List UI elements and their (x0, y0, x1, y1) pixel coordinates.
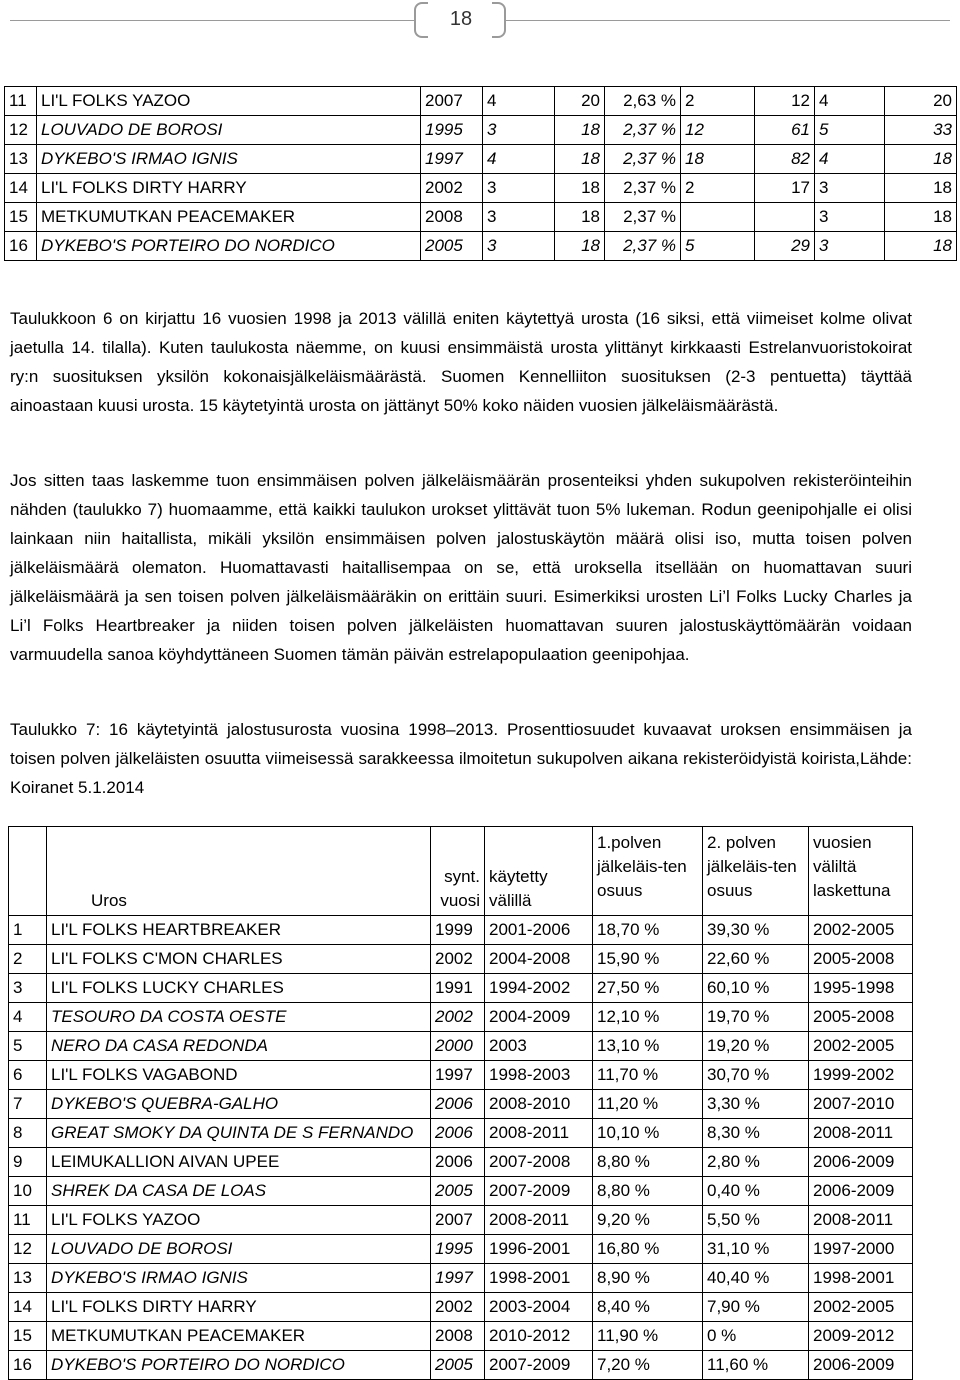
used-years-cell: 1996-2001 (485, 1235, 593, 1264)
first-gen-share-cell: 7,20 % (593, 1351, 703, 1380)
value-cell: 18 (555, 232, 605, 261)
table-row (5, 203, 957, 232)
stud-name-cell: LEIMUKALLION AIVAN UPEE (47, 1148, 431, 1177)
page-header (0, 0, 960, 44)
header-kaytetty: käytetty välillä (485, 827, 593, 916)
calc-range-cell: 2006-2009 (809, 1177, 913, 1206)
percentage-cell: 2,37 % (605, 116, 681, 145)
row-number-cell: 11 (5, 87, 37, 116)
stud-name-cell: LI'L FOLKS HEARTBREAKER (47, 916, 431, 945)
value-cell: 4 (815, 145, 885, 174)
birth-year-cell: 2005 (431, 1351, 485, 1380)
birth-year-cell: 1997 (431, 1264, 485, 1293)
value-cell: 18 (885, 145, 957, 174)
value-cell: 3 (483, 232, 555, 261)
first-gen-share-cell: 8,40 % (593, 1293, 703, 1322)
value-cell: 18 (885, 232, 957, 261)
value-cell (681, 203, 755, 232)
table-row (5, 145, 957, 174)
second-gen-share-cell: 31,10 % (703, 1235, 809, 1264)
second-gen-share-cell: 40,40 % (703, 1264, 809, 1293)
value-cell: 82 (755, 145, 815, 174)
first-gen-share-cell: 11,20 % (593, 1090, 703, 1119)
row-number-cell: 10 (9, 1177, 47, 1206)
value-cell: 18 (555, 116, 605, 145)
second-gen-share-cell: 60,10 % (703, 974, 809, 1003)
value-cell: 29 (755, 232, 815, 261)
first-gen-share-cell: 10,10 % (593, 1119, 703, 1148)
birth-year-cell: 2005 (421, 232, 483, 261)
table7-header-row (9, 827, 913, 916)
second-gen-share-cell: 19,20 % (703, 1032, 809, 1061)
birth-year-cell: 1991 (431, 974, 485, 1003)
calc-range-cell: 2002-2005 (809, 1032, 913, 1061)
table-row (9, 1206, 913, 1235)
table-row (9, 1003, 913, 1032)
stud-name-cell: NERO DA CASA REDONDA (47, 1032, 431, 1061)
second-gen-share-cell: 0,40 % (703, 1177, 809, 1206)
table-row (9, 945, 913, 974)
first-gen-share-cell: 12,10 % (593, 1003, 703, 1032)
first-gen-share-cell: 27,50 % (593, 974, 703, 1003)
header-polven2: 2. polven jälkeläis-ten osuus (703, 827, 809, 916)
row-number-cell: 1 (9, 916, 47, 945)
value-cell: 3 (815, 174, 885, 203)
value-cell: 4 (483, 145, 555, 174)
stud-name-cell: DYKEBO'S PORTEIRO DO NORDICO (47, 1351, 431, 1380)
value-cell: 3 (815, 203, 885, 232)
calc-range-cell: 1995-1998 (809, 974, 913, 1003)
table-row (5, 116, 957, 145)
table-row (9, 1119, 913, 1148)
birth-year-cell: 1997 (431, 1061, 485, 1090)
first-gen-share-cell: 18,70 % (593, 916, 703, 945)
calc-range-cell: 2002-2005 (809, 1293, 913, 1322)
birth-year-cell: 2008 (421, 203, 483, 232)
stud-name-cell: LI'L FOLKS VAGABOND (47, 1061, 431, 1090)
first-gen-share-cell: 16,80 % (593, 1235, 703, 1264)
right-brace-icon (492, 2, 506, 38)
table-row (9, 916, 913, 945)
used-years-cell: 2008-2011 (485, 1119, 593, 1148)
header-rule-right (506, 20, 950, 21)
stud-name-cell: METKUMUTKAN PEACEMAKER (37, 203, 421, 232)
left-brace-icon (414, 2, 428, 38)
used-years-cell: 2004-2008 (485, 945, 593, 974)
value-cell: 3 (815, 232, 885, 261)
value-cell: 4 (483, 87, 555, 116)
first-gen-share-cell: 9,20 % (593, 1206, 703, 1235)
value-cell: 18 (681, 145, 755, 174)
calc-range-cell: 1998-2001 (809, 1264, 913, 1293)
calc-range-cell: 2005-2008 (809, 945, 913, 974)
second-gen-share-cell: 11,60 % (703, 1351, 809, 1380)
value-cell: 5 (681, 232, 755, 261)
row-number-cell: 4 (9, 1003, 47, 1032)
second-gen-share-cell: 0 % (703, 1322, 809, 1351)
header-polven1: 1.polven jälkeläis-ten osuus (593, 827, 703, 916)
calc-range-cell: 1997-2000 (809, 1235, 913, 1264)
stud-name-cell: LI'L FOLKS YAZOO (47, 1206, 431, 1235)
birth-year-cell: 2000 (431, 1032, 485, 1061)
birth-year-cell: 1995 (431, 1235, 485, 1264)
stud-usage-table-continued (4, 86, 957, 261)
second-gen-share-cell: 22,60 % (703, 945, 809, 974)
value-cell: 3 (483, 174, 555, 203)
used-years-cell: 2001-2006 (485, 916, 593, 945)
paragraph-table6-summary: Taulukkoon 6 on kirjattu 16 vuosien 1998 ja 2013 välillä eniten käytettyä urosta (16 siksi, että viimeiset kolme olivat jaetulla 14. tilalla). Kuten taulukosta näemme, on kuusi ensimmäistä urosta ylittänyt kirkkaasti Estrelanvuoristokoirat ry:n suosituksen yksilön kokonaisjälkeläismäärästä. Suomen Kennelliiton suosituksen (2-3 pentuetta) täyttää ainoastaan kuusi urosta. 15 käytetyintä urosta on jättänyt 50% koko näiden vuosien jälkeläismäärästä. (10, 309, 912, 415)
calc-range-cell: 2007-2010 (809, 1090, 913, 1119)
stud-name-cell: SHREK DA CASA DE LOAS (47, 1177, 431, 1206)
value-cell: 18 (555, 145, 605, 174)
row-number-cell: 16 (5, 232, 37, 261)
birth-year-cell: 2002 (431, 1293, 485, 1322)
percentage-cell: 2,37 % (605, 203, 681, 232)
percentage-cell: 2,37 % (605, 232, 681, 261)
header-uros: Uros (47, 827, 431, 916)
stud-name-cell: GREAT SMOKY DA QUINTA DE S FERNANDO (47, 1119, 431, 1148)
used-years-cell: 2007-2009 (485, 1351, 593, 1380)
value-cell (755, 203, 815, 232)
stud-name-cell: LI'L FOLKS DIRTY HARRY (37, 174, 421, 203)
value-cell: 2 (681, 174, 755, 203)
stud-name-cell: DYKEBO'S IRMAO IGNIS (47, 1264, 431, 1293)
birth-year-cell: 2006 (431, 1148, 485, 1177)
stud-name-cell: LOUVADO DE BOROSI (37, 116, 421, 145)
row-number-cell: 15 (9, 1322, 47, 1351)
row-number-cell: 11 (9, 1206, 47, 1235)
birth-year-cell: 2007 (431, 1206, 485, 1235)
table-row (9, 1032, 913, 1061)
second-gen-share-cell: 8,30 % (703, 1119, 809, 1148)
first-gen-share-cell: 13,10 % (593, 1032, 703, 1061)
used-years-cell: 2010-2012 (485, 1322, 593, 1351)
stud-name-cell: DYKEBO'S QUEBRA-GALHO (47, 1090, 431, 1119)
row-number-cell: 7 (9, 1090, 47, 1119)
value-cell: 3 (483, 203, 555, 232)
calc-range-cell: 2006-2009 (809, 1351, 913, 1380)
row-number-cell: 9 (9, 1148, 47, 1177)
calc-range-cell: 2005-2008 (809, 1003, 913, 1032)
table1-body (5, 87, 957, 261)
first-gen-share-cell: 11,70 % (593, 1061, 703, 1090)
second-gen-share-cell: 3,30 % (703, 1090, 809, 1119)
row-number-cell: 16 (9, 1351, 47, 1380)
value-cell: 20 (885, 87, 957, 116)
row-number-cell: 8 (9, 1119, 47, 1148)
value-cell: 61 (755, 116, 815, 145)
table2-body (9, 827, 913, 1380)
header-rule-left (10, 20, 416, 21)
percentage-cell: 2,63 % (605, 87, 681, 116)
second-gen-share-cell: 7,90 % (703, 1293, 809, 1322)
first-gen-share-cell: 8,90 % (593, 1264, 703, 1293)
first-gen-share-cell: 8,80 % (593, 1148, 703, 1177)
header-no-cell (9, 827, 47, 916)
used-years-cell: 2008-2010 (485, 1090, 593, 1119)
percentage-cell: 2,37 % (605, 174, 681, 203)
used-years-cell: 1998-2001 (485, 1264, 593, 1293)
table-row (5, 174, 957, 203)
table-row (9, 1177, 913, 1206)
row-number-cell: 12 (9, 1235, 47, 1264)
value-cell: 12 (755, 87, 815, 116)
used-years-cell: 1994-2002 (485, 974, 593, 1003)
page-number: 18 (449, 8, 473, 30)
row-number-cell: 14 (9, 1293, 47, 1322)
birth-year-cell: 2008 (431, 1322, 485, 1351)
calc-range-cell: 2009-2012 (809, 1322, 913, 1351)
birth-year-cell: 2007 (421, 87, 483, 116)
value-cell: 18 (555, 174, 605, 203)
calc-range-cell: 2008-2011 (809, 1206, 913, 1235)
birth-year-cell: 2005 (431, 1177, 485, 1206)
birth-year-cell: 2006 (431, 1090, 485, 1119)
birth-year-cell: 2002 (431, 945, 485, 974)
value-cell: 12 (681, 116, 755, 145)
value-cell: 5 (815, 116, 885, 145)
value-cell: 20 (555, 87, 605, 116)
row-number-cell: 14 (5, 174, 37, 203)
table-row (9, 1293, 913, 1322)
table-row (9, 1351, 913, 1380)
header-synt: synt. vuosi (431, 827, 485, 916)
table-row (9, 1235, 913, 1264)
value-cell: 33 (885, 116, 957, 145)
percentage-cell: 2,37 % (605, 145, 681, 174)
row-number-cell: 15 (5, 203, 37, 232)
birth-year-cell: 2006 (431, 1119, 485, 1148)
table-row (9, 1322, 913, 1351)
birth-year-cell: 2002 (431, 1003, 485, 1032)
row-number-cell: 13 (9, 1264, 47, 1293)
header-vuosien: vuosien väliltä laskettuna (809, 827, 913, 916)
row-number-cell: 12 (5, 116, 37, 145)
stud-name-cell: DYKEBO'S IRMAO IGNIS (37, 145, 421, 174)
used-years-cell: 2003-2004 (485, 1293, 593, 1322)
stud-name-cell: LI'L FOLKS YAZOO (37, 87, 421, 116)
value-cell: 18 (885, 174, 957, 203)
table-row (9, 1148, 913, 1177)
table7 (8, 826, 913, 1380)
value-cell: 3 (483, 116, 555, 145)
table-row (9, 1090, 913, 1119)
table-row (5, 87, 957, 116)
table7-caption: Taulukko 7: 16 käytetyintä jalostusurosta vuosina 1998–2013. Prosenttiosuudet kuvaavat uroksen ensimmäisen ja toisen polven jälkeläisten osuutta viimeisessä sarakkeessa ilmoitetun sukupolven aikana rekisteröidyistä koirista,Lähde: Koiranet 5.1.2014 (10, 720, 912, 797)
second-gen-share-cell: 30,70 % (703, 1061, 809, 1090)
value-cell: 2 (681, 87, 755, 116)
table-row (5, 232, 957, 261)
used-years-cell: 2007-2008 (485, 1148, 593, 1177)
row-number-cell: 5 (9, 1032, 47, 1061)
calc-range-cell: 2008-2011 (809, 1119, 913, 1148)
used-years-cell: 2008-2011 (485, 1206, 593, 1235)
second-gen-share-cell: 5,50 % (703, 1206, 809, 1235)
table-row (9, 974, 913, 1003)
calc-range-cell: 2006-2009 (809, 1148, 913, 1177)
value-cell: 4 (815, 87, 885, 116)
birth-year-cell: 1997 (421, 145, 483, 174)
stud-name-cell: LI'L FOLKS DIRTY HARRY (47, 1293, 431, 1322)
used-years-cell: 2007-2009 (485, 1177, 593, 1206)
first-gen-share-cell: 15,90 % (593, 945, 703, 974)
stud-name-cell: METKUMUTKAN PEACEMAKER (47, 1322, 431, 1351)
used-years-cell: 2003 (485, 1032, 593, 1061)
table-row (9, 1264, 913, 1293)
second-gen-share-cell: 39,30 % (703, 916, 809, 945)
row-number-cell: 2 (9, 945, 47, 974)
value-cell: 18 (555, 203, 605, 232)
table-row (9, 1061, 913, 1090)
second-gen-share-cell: 19,70 % (703, 1003, 809, 1032)
birth-year-cell: 1995 (421, 116, 483, 145)
first-gen-share-cell: 8,80 % (593, 1177, 703, 1206)
first-gen-share-cell: 11,90 % (593, 1322, 703, 1351)
row-number-cell: 3 (9, 974, 47, 1003)
paragraph-percentages: Jos sitten taas laskemme tuon ensimmäisen polven jälkeläismäärän prosenteiksi yhden sukupolven rekisteröinteihin nähden (taulukko 7) huomaamme, että kaikki taulukon urokset ylittävät tuon 5% lukeman. Rodun geenipohjalle ei olisi lainkaan niin haitallista, mikäli yksilön ensimmäisen polven jalostuskäytön määrä olisi iso, mutta toisen polven jälkeläismäärä olematon. Huomattavasti haitallisempaa on se, että uroksella itsellään on huomattavan suuri jälkeläismäärä ja sen toisen polven jälkeläismääräkin on erittäin suuri. Esimerkiksi urosten Li’l Folks Lucky Charles ja Li’l Folks Heartbreaker ja niiden toisen polven jälkeläisten huomattavan suuren jalostuskäyttömäärän voidaan varmuudella sanoa köyhdyttäneen Suomen tämän päivän estrelapopulaation geenipohjaa. (10, 471, 912, 664)
value-cell: 17 (755, 174, 815, 203)
stud-name-cell: TESOURO DA COSTA OESTE (47, 1003, 431, 1032)
calc-range-cell: 1999-2002 (809, 1061, 913, 1090)
second-gen-share-cell: 2,80 % (703, 1148, 809, 1177)
calc-range-cell: 2002-2005 (809, 916, 913, 945)
row-number-cell: 13 (5, 145, 37, 174)
used-years-cell: 1998-2003 (485, 1061, 593, 1090)
used-years-cell: 2004-2009 (485, 1003, 593, 1032)
stud-name-cell: LI'L FOLKS LUCKY CHARLES (47, 974, 431, 1003)
birth-year-cell: 2002 (421, 174, 483, 203)
stud-name-cell: LOUVADO DE BOROSI (47, 1235, 431, 1264)
stud-name-cell: LI'L FOLKS C'MON CHARLES (47, 945, 431, 974)
row-number-cell: 6 (9, 1061, 47, 1090)
stud-name-cell: DYKEBO'S PORTEIRO DO NORDICO (37, 232, 421, 261)
birth-year-cell: 1999 (431, 916, 485, 945)
value-cell: 18 (885, 203, 957, 232)
